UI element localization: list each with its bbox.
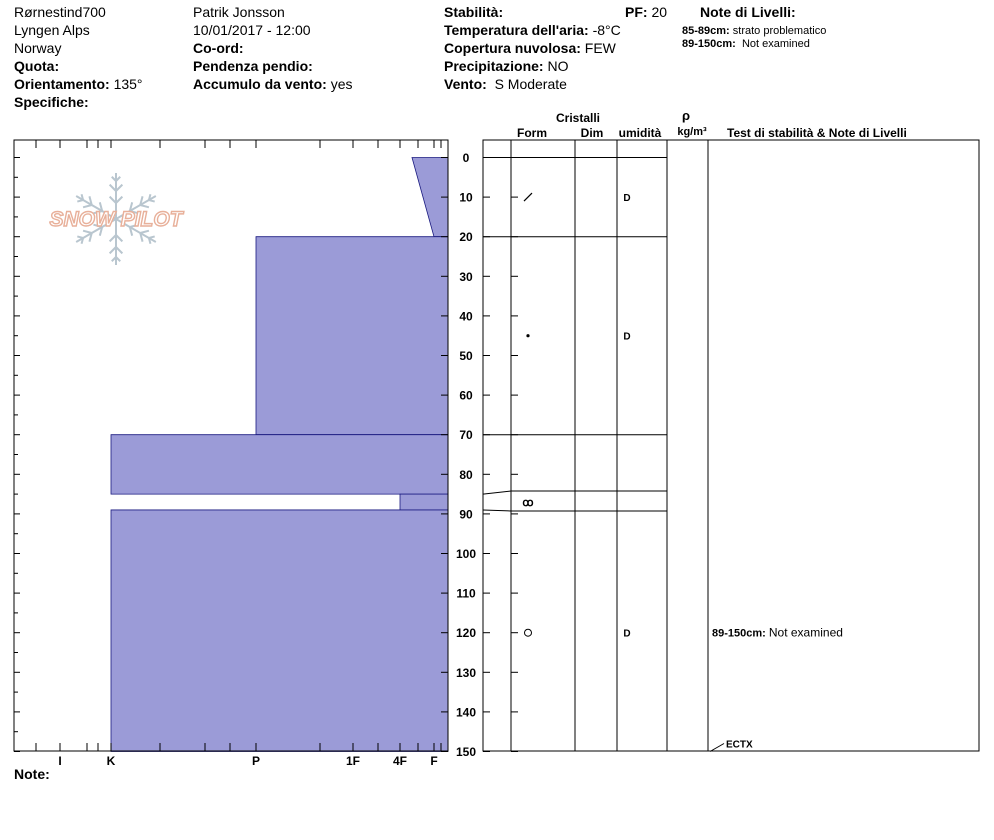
layer-note-2: 89-150cm: Not examined bbox=[682, 38, 810, 50]
hardness-fills bbox=[111, 158, 448, 752]
hardness-layer-3 bbox=[111, 435, 448, 494]
coord-label: Co-ord: bbox=[193, 40, 244, 56]
form-symbol: ꝏ bbox=[522, 497, 534, 510]
form-symbol bbox=[526, 334, 529, 337]
hardness-layer-5 bbox=[111, 510, 448, 752]
form-header: Form bbox=[517, 126, 547, 140]
stability-note: 89-150cm: Not examined bbox=[712, 625, 843, 640]
layer-row bbox=[524, 193, 631, 204]
hardness-layer-2 bbox=[256, 237, 448, 435]
column-headers bbox=[517, 108, 907, 140]
depth-label: 100 bbox=[455, 547, 477, 561]
layer-row bbox=[526, 332, 630, 343]
moisture-header: umidità bbox=[618, 126, 662, 140]
specifiche-label: Specifiche: bbox=[14, 94, 89, 110]
observer: Patrik Jonsson bbox=[193, 4, 285, 20]
datetime: 10/01/2017 - 12:00 bbox=[193, 22, 311, 38]
hardness-tick-label: P bbox=[251, 754, 261, 768]
stability-label: Stabilità: bbox=[444, 4, 504, 20]
test-leader-line bbox=[710, 744, 724, 752]
slope-label: Pendenza pendio: bbox=[193, 58, 313, 74]
hardness-tick-label: K bbox=[106, 754, 116, 768]
depth-label: 80 bbox=[459, 467, 473, 482]
depth-label: 130 bbox=[455, 665, 477, 680]
cloud-cover: Copertura nuvolosa: FEW bbox=[444, 40, 616, 56]
layer-row bbox=[522, 497, 533, 509]
orientation: Orientamento: 135° bbox=[14, 76, 143, 92]
depth-label: 70 bbox=[459, 428, 473, 443]
depth-label: 120 bbox=[455, 626, 477, 641]
hardness-tick-label: 1F bbox=[345, 754, 361, 768]
table-frame bbox=[483, 140, 979, 751]
stability-tests-header: Test di stabilità & Note di Livelli bbox=[727, 126, 907, 140]
depth-label: 50 bbox=[459, 349, 473, 363]
moisture-value: D bbox=[623, 193, 631, 205]
quota-label: Quota: bbox=[14, 58, 60, 74]
hardness-tick-label: 4F bbox=[392, 754, 408, 768]
pf: PF: 20 bbox=[625, 4, 668, 20]
note-label: Note: bbox=[14, 766, 50, 782]
layer-notes-title: Note di Livelli: bbox=[700, 4, 796, 20]
location: Rørnestind700 bbox=[14, 4, 106, 20]
wind: Vento: S Moderate bbox=[444, 76, 567, 92]
depth-label: 150 bbox=[455, 745, 477, 759]
form-symbol bbox=[525, 629, 532, 636]
moisture-value: D bbox=[623, 628, 631, 640]
depth-label: 110 bbox=[456, 586, 476, 601]
air-temp: Temperatura dell'aria: -8°C bbox=[444, 22, 621, 38]
depth-label: 0 bbox=[462, 151, 470, 165]
depth-label: 60 bbox=[459, 388, 473, 403]
hardness-tick-label: I bbox=[58, 754, 62, 768]
country: Norway bbox=[14, 40, 62, 56]
depth-label: 20 bbox=[459, 230, 473, 245]
precipitation: Precipitazione: NO bbox=[444, 58, 569, 74]
logo-text: SNOW PILOT bbox=[49, 208, 183, 231]
depth-label: 140 bbox=[455, 705, 477, 720]
hardness-layer-4 bbox=[400, 494, 448, 510]
hardness-tick-label: F bbox=[430, 754, 438, 768]
moisture-value: D bbox=[623, 331, 631, 343]
table-depth-ticks bbox=[483, 158, 518, 752]
crystals-header: Cristalli bbox=[555, 111, 601, 125]
depth-label: 90 bbox=[459, 507, 473, 522]
form-symbol bbox=[524, 193, 532, 201]
density-unit-header: kg/m³ bbox=[677, 126, 707, 138]
dim-header: Dim bbox=[580, 126, 604, 140]
layer-row bbox=[525, 629, 631, 640]
depth-label: 30 bbox=[459, 269, 473, 284]
stability-notes bbox=[710, 626, 843, 752]
stability-test: ECTX bbox=[726, 739, 753, 751]
rho-header: ρ bbox=[681, 108, 691, 123]
layer-marks bbox=[522, 193, 630, 640]
snowpilot-logo bbox=[50, 173, 185, 265]
range: Lyngen Alps bbox=[14, 22, 90, 38]
depth-label: 40 bbox=[459, 309, 473, 324]
depth-label: 10 bbox=[459, 190, 473, 205]
wind-loading: Accumulo da vento: yes bbox=[193, 76, 353, 92]
layer-note-1: 85-89cm: strato problematico bbox=[682, 25, 827, 37]
